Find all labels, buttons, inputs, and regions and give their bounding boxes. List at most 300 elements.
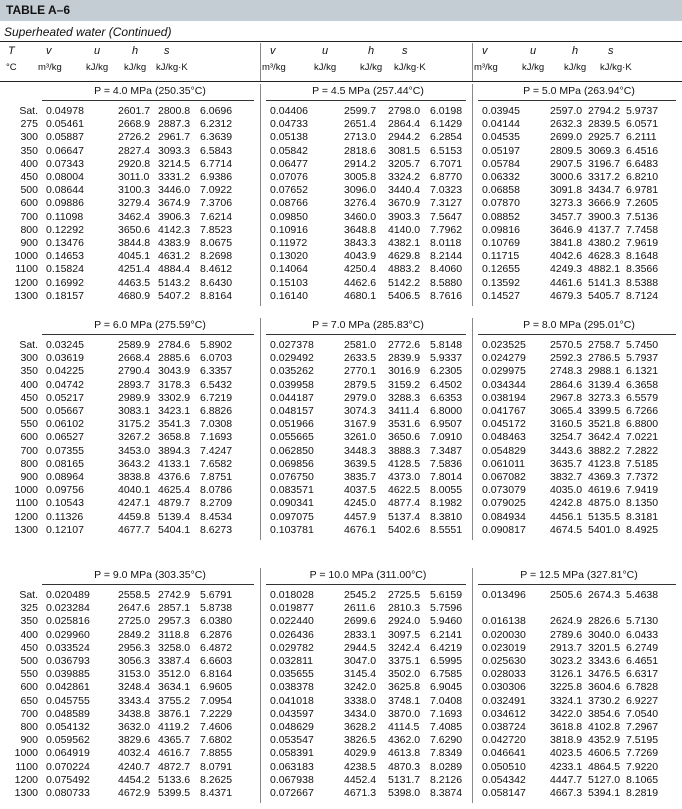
internal-energy-cell: 2647.6 [118,602,151,615]
entropy-cell: 6.5995 [430,655,463,667]
internal-energy-cell: 2581.0 [344,339,377,351]
entropy-cell: 6.2876 [200,628,233,641]
pressure-values-cell [476,339,682,352]
pressure-values-cell [40,615,260,628]
specific-volume-cell: 0.08766 [270,197,308,210]
internal-energy-cell: 4456.1 [550,510,583,523]
temperature-cell: 400 [20,378,38,391]
specific-volume-cell: 0.090341 [270,497,314,510]
pressure-values-cell [40,695,260,708]
specific-volume-cell: 0.055665 [270,431,314,444]
table-row [0,145,682,158]
enthalpy-cell: 4883.2 [388,263,421,276]
pressure-values-cell [264,118,472,131]
header-bottom-rule [0,81,682,82]
entropy-cell: 6.7585 [430,668,463,681]
table-row [0,629,682,642]
internal-energy-cell: 3818.9 [550,734,583,747]
entropy-cell: 6.3658 [626,378,659,391]
enthalpy-cell: 3658.8 [158,431,191,444]
entropy-cell: 6.5579 [626,391,659,404]
enthalpy-cell: 3118.8 [158,628,190,641]
entropy-cell: 5.6791 [200,589,233,601]
internal-energy-cell: 4672.9 [118,787,151,799]
internal-energy-cell: 3279.4 [118,197,151,210]
entropy-cell: 7.0408 [430,694,463,707]
enthalpy-cell: 4619.6 [588,484,621,497]
table-row [0,171,682,184]
internal-energy-cell: 2699.6 [344,615,377,628]
enthalpy-cell: 2810.3 [388,602,421,615]
entropy-cell: 6.8800 [626,418,659,431]
enthalpy-cell: 3502.0 [388,668,421,681]
temperature-cell: 300 [20,352,38,365]
enthalpy-cell: 2772.6 [388,339,421,351]
enthalpy-cell: 3521.8 [588,418,621,431]
pressure-values-cell [264,511,472,524]
header-symbol-h: h [368,45,375,57]
specific-volume-cell: 0.013496 [482,589,526,601]
specific-volume-cell: 0.035262 [270,365,314,378]
specific-volume-cell: 0.029960 [46,628,90,641]
temperature-cell: 1000 [14,484,38,497]
pressure-values-cell [40,445,260,458]
internal-energy-cell: 3083.1 [118,405,151,417]
pressure-values-cell [264,655,472,668]
entropy-cell: 7.6290 [430,734,463,747]
entropy-cell: 6.0380 [200,615,233,628]
internal-energy-cell: 4045.1 [118,250,151,263]
entropy-cell: 6.1321 [626,365,659,378]
enthalpy-cell: 3748.1 [388,694,421,707]
entropy-cell: 7.6214 [200,210,233,223]
entropy-cell: 6.0703 [200,352,233,365]
specific-volume-cell: 0.11326 [46,510,84,523]
entropy-cell: 7.0308 [200,418,233,431]
enthalpy-cell: 3387.4 [158,655,191,667]
specific-volume-cell: 0.09816 [482,223,520,236]
specific-volume-cell: 0.048463 [482,431,526,444]
table-row [0,237,682,250]
internal-energy-cell: 2624.9 [550,615,583,628]
pressure-values-cell [264,171,472,184]
pressure-values-cell [476,418,682,431]
entropy-cell: 8.2126 [430,773,463,786]
internal-energy-cell: 4677.7 [118,523,151,536]
internal-energy-cell: 3047.0 [344,655,377,667]
internal-energy-cell: 2570.5 [550,339,583,351]
entropy-cell: 7.5195 [626,734,659,747]
header-unit-v: m³/kg [38,62,62,73]
pressure-values-cell [264,484,472,497]
entropy-cell: 8.2698 [200,250,233,263]
entropy-cell: 6.4872 [200,641,233,654]
pressure-values-cell [476,290,682,303]
entropy-cell: 7.0221 [626,431,659,444]
entropy-cell: 7.2605 [626,197,659,210]
pressure-values-cell [40,747,260,760]
pressure-values-cell [476,774,682,787]
entropy-cell: 6.4219 [430,641,463,654]
specific-volume-cell: 0.032491 [482,694,526,707]
specific-volume-cell: 0.054829 [482,444,526,457]
enthalpy-cell: 3604.6 [588,681,621,694]
entropy-cell: 6.0433 [626,628,659,641]
header-unit-s: kJ/kg·K [394,62,426,73]
internal-energy-cell: 3056.3 [118,655,151,667]
internal-energy-cell: 3635.7 [550,457,583,470]
enthalpy-cell: 4114.5 [388,721,420,733]
internal-energy-cell: 4029.9 [344,747,377,760]
entropy-cell: 6.8210 [626,171,659,183]
table-row [0,445,682,458]
entropy-cell: 7.6802 [200,734,233,747]
pressure-values-cell [264,721,472,734]
enthalpy-cell: 2988.1 [588,365,621,378]
pressure-values-cell [40,197,260,210]
table-row [0,681,682,694]
internal-energy-cell: 3145.4 [344,668,377,681]
pressure-values-cell [476,761,682,774]
specific-volume-cell: 0.035655 [270,668,314,681]
enthalpy-cell: 2864.4 [388,118,421,131]
internal-energy-cell: 4035.0 [550,484,583,497]
entropy-cell: 8.8164 [200,289,233,302]
header-symbol-u: u [530,45,537,57]
internal-energy-cell: 3650.6 [118,223,151,236]
pressure-values-cell [40,237,260,250]
internal-energy-cell: 2725.0 [118,615,151,628]
temperature-cell: Sat. [19,105,38,117]
specific-volume-cell: 0.080733 [46,787,90,799]
internal-energy-cell: 3273.3 [550,197,583,210]
pressure-values-cell [264,787,472,800]
specific-volume-cell: 0.038378 [270,681,314,694]
specific-volume-cell: 0.10916 [270,223,308,236]
enthalpy-cell: 3069.3 [588,144,621,157]
specific-volume-cell: 0.11098 [46,210,84,223]
enthalpy-cell: 4616.7 [158,747,191,760]
enthalpy-cell: 5137.4 [388,510,421,523]
pressure-values-cell [40,458,260,471]
entropy-cell: 5.7130 [626,615,659,628]
pressure-values-cell [40,365,260,378]
specific-volume-cell: 0.016138 [482,615,526,628]
specific-volume-cell: 0.10769 [482,237,520,249]
enthalpy-cell: 3674.9 [158,197,191,210]
entropy-cell: 7.7458 [626,223,659,236]
enthalpy-cell: 3081.5 [388,144,421,157]
internal-energy-cell: 3826.5 [344,734,377,747]
specific-volume-cell: 0.034612 [482,707,526,720]
enthalpy-cell: 4352.9 [588,734,621,747]
pressure-values-cell [476,734,682,747]
specific-volume-cell: 0.054132 [46,721,90,733]
enthalpy-cell: 3888.3 [388,444,421,457]
specific-volume-cell: 0.04225 [46,365,84,378]
internal-energy-cell: 4040.1 [118,484,151,497]
enthalpy-cell: 3541.3 [158,418,191,431]
specific-volume-cell: 0.04742 [46,378,84,391]
specific-volume-cell: 0.10543 [46,497,84,510]
specific-volume-cell: 0.075492 [46,773,90,786]
specific-volume-cell: 0.05887 [46,131,84,144]
enthalpy-cell: 3882.2 [588,444,621,457]
internal-energy-cell: 4459.8 [118,510,151,523]
enthalpy-cell: 3317.2 [588,171,621,183]
enthalpy-cell: 5133.6 [158,773,191,786]
internal-energy-cell: 2713.0 [344,131,377,144]
entropy-cell: 7.5136 [626,210,659,223]
pressure-values-cell [264,615,472,628]
enthalpy-cell: 4365.7 [158,734,191,747]
internal-energy-cell: 2597.0 [550,105,583,117]
temperature-cell: 450 [20,171,38,183]
pressure-values-cell [476,263,682,276]
internal-energy-cell: 3005.8 [344,171,377,183]
table-row [0,458,682,471]
pressure-values-cell [476,431,682,444]
specific-volume-cell: 0.061011 [482,457,526,470]
enthalpy-cell: 2826.6 [588,615,621,628]
internal-energy-cell: 2879.5 [344,378,377,391]
entropy-cell: 6.8000 [430,405,463,417]
temperature-cell: Sat. [19,589,38,601]
internal-energy-cell: 4247.1 [118,497,151,510]
entropy-cell: 8.5880 [430,276,463,289]
specific-volume-cell: 0.07076 [270,171,308,183]
enthalpy-cell: 3343.6 [588,655,621,667]
enthalpy-cell: 4119.2 [158,721,190,733]
specific-volume-cell: 0.054342 [482,773,526,786]
internal-energy-cell: 4676.1 [344,523,377,536]
internal-energy-cell: 2818.6 [344,144,377,157]
pressure-values-cell [40,352,260,365]
enthalpy-cell: 4128.5 [388,457,421,470]
enthalpy-cell: 3876.1 [158,707,191,720]
header-unit-h: kJ/kg [564,62,587,73]
entropy-cell: 8.0791 [200,760,233,773]
specific-volume-cell: 0.16992 [46,276,84,289]
pressure-values-cell [264,524,472,537]
enthalpy-cell: 2800.8 [158,105,191,117]
enthalpy-cell: 3531.6 [388,418,421,431]
table-row [0,655,682,668]
entropy-cell: 7.8751 [200,471,233,483]
pressure-values-cell [40,668,260,681]
entropy-cell: 8.0118 [430,237,462,249]
table-row [0,197,682,210]
pressure-heading-rule [266,334,466,335]
temperature-cell: 1300 [14,289,38,302]
internal-energy-cell: 4032.4 [118,747,151,760]
internal-energy-cell: 3023.2 [550,655,583,667]
internal-energy-cell: 3422.0 [550,707,583,720]
specific-volume-cell: 0.05461 [46,118,84,131]
pressure-heading-rule [266,100,466,101]
enthalpy-cell: 4631.2 [158,250,191,263]
header-divider [260,43,261,81]
entropy-cell: 8.0786 [200,484,233,497]
internal-energy-cell: 3832.7 [550,471,583,483]
pressure-values-cell [40,761,260,774]
enthalpy-cell: 4133.1 [158,457,191,470]
temperature-cell: 700 [20,444,38,457]
enthalpy-cell: 4140.0 [388,223,421,236]
temperature-cell: 550 [20,418,38,431]
temperature-cell: 800 [20,223,38,236]
enthalpy-cell: 5407.2 [158,289,191,302]
enthalpy-cell: 4625.4 [158,484,191,497]
entropy-cell: 5.7450 [626,339,659,351]
entropy-cell: 6.5153 [430,144,463,157]
specific-volume-cell: 0.019877 [270,602,314,615]
pressure-values-cell [476,787,682,800]
enthalpy-cell: 3178.3 [158,378,191,391]
table-row [0,158,682,171]
entropy-cell: 6.9386 [200,171,233,183]
internal-energy-cell: 3160.5 [550,418,583,431]
specific-volume-cell: 0.08165 [46,457,84,470]
entropy-cell: 5.9737 [626,105,659,117]
entropy-cell: 7.7372 [626,471,659,483]
pressure-values-cell [40,118,260,131]
internal-energy-cell: 3460.0 [344,210,377,223]
internal-energy-cell: 2632.3 [550,118,583,131]
internal-energy-cell: 4461.6 [550,276,583,289]
enthalpy-cell: 3258.0 [158,641,191,654]
specific-volume-cell: 0.029975 [482,365,526,378]
pressure-block [0,84,682,312]
entropy-cell: 6.2854 [430,131,463,144]
specific-volume-cell: 0.03245 [46,339,84,351]
pressure-values-cell [40,158,260,171]
specific-volume-cell: 0.018028 [270,589,314,601]
enthalpy-cell: 3159.2 [388,378,421,391]
enthalpy-cell: 4622.5 [388,484,421,497]
table-row [0,131,682,144]
pressure-values-cell [40,263,260,276]
entropy-cell: 8.1065 [626,773,659,786]
entropy-cell: 5.8902 [200,339,233,351]
internal-energy-cell: 2601.7 [118,105,151,117]
enthalpy-cell: 2758.7 [588,339,621,351]
pressure-heading-rule [478,584,676,585]
pressure-values-cell [40,392,260,405]
internal-energy-cell: 4242.8 [550,497,583,510]
header-unit-v: m³/kg [262,62,286,73]
pressure-heading: P = 7.0 MPa (285.83°C) [312,319,424,331]
pressure-values-cell [264,629,472,642]
specific-volume-cell: 0.058147 [482,787,526,799]
table-row [0,747,682,760]
internal-energy-cell: 2849.2 [118,628,151,641]
temperature-cell: 1300 [14,787,38,799]
header-symbol-u: u [322,45,329,57]
enthalpy-cell: 4383.9 [158,237,191,249]
header-unit-s: kJ/kg·K [156,62,188,73]
temperature-cell: 1000 [14,250,38,263]
table-row [0,497,682,510]
pressure-values-cell [264,105,472,118]
entropy-cell: 6.7828 [626,681,659,694]
table-row [0,352,682,365]
enthalpy-cell: 4872.7 [158,760,191,773]
table-row [0,761,682,774]
specific-volume-cell: 0.11972 [270,237,308,249]
internal-energy-cell: 4452.4 [344,773,377,786]
specific-volume-cell: 0.072667 [270,787,314,799]
pressure-values-cell [476,458,682,471]
internal-energy-cell: 2748.3 [550,365,583,378]
pressure-values-cell [476,642,682,655]
temperature-cell: 550 [20,668,38,681]
pressure-values-cell [264,290,472,303]
enthalpy-cell: 3288.3 [388,391,421,404]
pressure-values-cell [264,339,472,352]
entropy-cell: 6.6353 [430,391,463,404]
table-row [0,339,682,352]
table-row [0,290,682,303]
specific-volume-cell: 0.03945 [482,105,520,117]
specific-volume-cell: 0.079025 [482,497,526,510]
enthalpy-cell: 3446.0 [158,184,191,197]
specific-volume-cell: 0.062850 [270,444,314,457]
enthalpy-cell: 4884.4 [158,263,191,276]
specific-volume-cell: 0.08852 [482,210,520,223]
table-row [0,118,682,131]
table-row [0,787,682,800]
internal-energy-cell: 2599.7 [344,105,377,117]
enthalpy-cell: 2944.2 [388,131,421,144]
entropy-cell: 8.4060 [430,263,463,276]
specific-volume-cell: 0.034344 [482,378,526,391]
pressure-values-cell [40,655,260,668]
pressure-values-cell [264,263,472,276]
enthalpy-cell: 5127.0 [588,773,621,786]
entropy-cell: 8.4612 [200,263,233,276]
internal-energy-cell: 3462.4 [118,210,151,223]
pressure-values-cell [476,668,682,681]
entropy-cell: 6.6483 [626,157,659,170]
pressure-values-cell [264,668,472,681]
entropy-cell: 8.7124 [626,289,659,302]
entropy-cell: 6.6603 [200,655,233,667]
entropy-cell: 7.7269 [626,747,659,760]
header-unit-h: kJ/kg [124,62,147,73]
entropy-cell: 6.9605 [200,681,233,694]
specific-volume-cell: 0.03619 [46,352,84,365]
pressure-values-cell [40,131,260,144]
entropy-cell: 6.9781 [626,184,659,197]
pressure-values-cell [476,511,682,524]
specific-volume-cell: 0.022440 [270,615,314,628]
pressure-values-cell [476,118,682,131]
enthalpy-cell: 4102.8 [588,721,621,733]
specific-volume-cell: 0.067082 [482,471,526,483]
temperature-cell: 500 [20,655,38,667]
temperature-cell: 300 [20,131,38,144]
internal-energy-cell: 3648.8 [344,223,377,236]
entropy-cell: 8.7616 [430,289,463,302]
specific-volume-cell: 0.024279 [482,352,526,365]
header-unit-v: m³/kg [474,62,498,73]
table-row [0,602,682,615]
specific-volume-cell: 0.046641 [482,747,526,760]
entropy-cell: 7.7962 [430,223,463,236]
entropy-cell: 7.1693 [430,707,463,720]
entropy-cell: 5.6159 [430,589,463,601]
